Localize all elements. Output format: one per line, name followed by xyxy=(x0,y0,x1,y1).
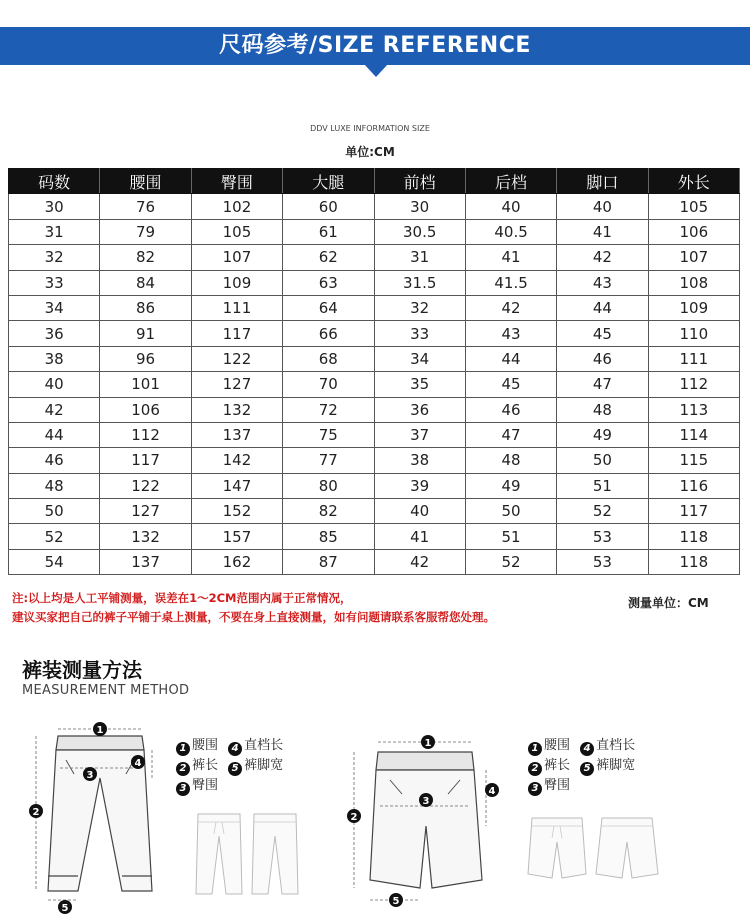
table-cell: 42 xyxy=(557,245,648,270)
table-row xyxy=(9,448,740,473)
table-cell: 47 xyxy=(465,422,556,447)
table-cell: 44 xyxy=(465,346,556,371)
table-cell: 117 xyxy=(191,321,282,346)
table-cell: 111 xyxy=(648,346,739,371)
badge-5: 5 xyxy=(580,762,594,776)
table-cell: 34 xyxy=(374,346,465,371)
table-cell: 46 xyxy=(557,346,648,371)
badge-1: 1 xyxy=(176,742,190,756)
table-cell: 45 xyxy=(465,372,556,397)
table-cell: 116 xyxy=(648,473,739,498)
table-cell: 39 xyxy=(374,473,465,498)
table-cell: 51 xyxy=(557,473,648,498)
note-line-2: 建议买家把自己的裤子平铺于桌上测量，不要在身上直接测量，如有问题请联系客服帮您处理。 xyxy=(12,610,495,624)
table-cell: 40 xyxy=(557,194,648,219)
banner-notch xyxy=(364,64,388,77)
table-cell: 45 xyxy=(557,321,648,346)
table-cell: 63 xyxy=(283,270,374,295)
marker-5-icon xyxy=(389,893,403,907)
table-cell: 30.5 xyxy=(374,219,465,244)
table-cell: 32 xyxy=(374,295,465,320)
legend-shorts xyxy=(528,736,641,796)
table-cell: 91 xyxy=(100,321,191,346)
table-cell: 62 xyxy=(283,245,374,270)
legend-label: 臀围 xyxy=(192,778,219,793)
svg-text:2: 2 xyxy=(32,807,40,818)
table-cell: 49 xyxy=(465,473,556,498)
legend-trousers xyxy=(176,736,289,796)
table-cell: 122 xyxy=(100,473,191,498)
marker-3-icon xyxy=(83,767,97,781)
table-cell: 40 xyxy=(374,499,465,524)
page-title: 尺码参考/SIZE REFERENCE xyxy=(219,33,531,58)
table-row xyxy=(9,422,740,447)
table-cell: 118 xyxy=(648,549,739,574)
col-header: 脚口 xyxy=(557,169,648,194)
table-unit: 单位:CM xyxy=(345,145,395,159)
table-cell: 68 xyxy=(283,346,374,371)
table-cell: 40 xyxy=(9,372,100,397)
table-cell: 37 xyxy=(374,422,465,447)
table-cell: 108 xyxy=(648,270,739,295)
table-cell: 31 xyxy=(374,245,465,270)
table-cell: 117 xyxy=(100,448,191,473)
table-cell: 40.5 xyxy=(465,219,556,244)
table-cell: 30 xyxy=(374,194,465,219)
table-cell: 48 xyxy=(465,448,556,473)
shorts-thumbnails xyxy=(524,812,664,884)
table-cell: 84 xyxy=(100,270,191,295)
table-cell: 132 xyxy=(100,524,191,549)
table-cell: 105 xyxy=(648,194,739,219)
table-cell: 53 xyxy=(557,549,648,574)
table-cell: 31 xyxy=(9,219,100,244)
col-header: 码数 xyxy=(9,169,100,194)
table-cell: 102 xyxy=(191,194,282,219)
marker-1-icon xyxy=(421,735,435,749)
svg-text:1: 1 xyxy=(424,738,432,749)
table-cell: 52 xyxy=(9,524,100,549)
table-cell: 137 xyxy=(191,422,282,447)
legend-label: 裤脚宽 xyxy=(244,758,284,773)
badge-2: 2 xyxy=(176,762,190,776)
table-cell: 44 xyxy=(557,295,648,320)
badge-5: 5 xyxy=(228,762,242,776)
table-cell: 42 xyxy=(9,397,100,422)
table-cell: 113 xyxy=(648,397,739,422)
legend-label: 臀围 xyxy=(544,778,571,793)
badge-2: 2 xyxy=(528,762,542,776)
marker-4-icon xyxy=(131,755,145,769)
table-cell: 157 xyxy=(191,524,282,549)
col-header: 外长 xyxy=(648,169,739,194)
badge-1: 1 xyxy=(528,742,542,756)
table-cell: 117 xyxy=(648,499,739,524)
table-cell: 112 xyxy=(648,372,739,397)
legend-label: 裤长 xyxy=(192,758,219,773)
table-row xyxy=(9,295,740,320)
table-cell: 106 xyxy=(648,219,739,244)
table-cell: 110 xyxy=(648,321,739,346)
table-cell: 41 xyxy=(465,245,556,270)
table-row xyxy=(9,372,740,397)
col-header: 腰围 xyxy=(100,169,191,194)
badge-3: 3 xyxy=(176,782,190,796)
table-cell: 43 xyxy=(465,321,556,346)
trousers-thumbnails xyxy=(190,806,310,898)
table-cell: 109 xyxy=(191,270,282,295)
table-cell: 79 xyxy=(100,219,191,244)
badge-3: 3 xyxy=(528,782,542,796)
svg-text:5: 5 xyxy=(61,903,69,914)
table-cell: 107 xyxy=(191,245,282,270)
table-cell: 64 xyxy=(283,295,374,320)
badge-4: 4 xyxy=(580,742,594,756)
svg-text:1: 1 xyxy=(96,725,104,736)
table-cell: 152 xyxy=(191,499,282,524)
table-cell: 109 xyxy=(648,295,739,320)
table-cell: 49 xyxy=(557,422,648,447)
col-header: 臀围 xyxy=(191,169,282,194)
table-cell: 70 xyxy=(283,372,374,397)
measure-unit: 测量单位：CM xyxy=(628,596,709,610)
table-cell: 41 xyxy=(374,524,465,549)
table-cell: 142 xyxy=(191,448,282,473)
table-cell: 114 xyxy=(648,422,739,447)
table-cell: 31.5 xyxy=(374,270,465,295)
table-cell: 112 xyxy=(100,422,191,447)
table-cell: 162 xyxy=(191,549,282,574)
table-cell: 50 xyxy=(557,448,648,473)
note-line-1: 注:以上均是人工平铺测量，误差在1～2CM范围内属于正常情况， xyxy=(12,591,352,605)
marker-2-icon xyxy=(29,804,43,818)
table-cell: 132 xyxy=(191,397,282,422)
size-table-body xyxy=(9,194,740,575)
table-cell: 115 xyxy=(648,448,739,473)
table-cell: 46 xyxy=(9,448,100,473)
table-cell: 41.5 xyxy=(465,270,556,295)
table-cell: 33 xyxy=(374,321,465,346)
table-subtitle: DDV LUXE INFORMATION SIZE xyxy=(310,124,430,133)
table-cell: 48 xyxy=(557,397,648,422)
svg-text:4: 4 xyxy=(134,758,142,769)
svg-text:4: 4 xyxy=(488,786,496,797)
table-cell: 96 xyxy=(100,346,191,371)
table-cell: 53 xyxy=(557,524,648,549)
legend-label: 腰围 xyxy=(544,738,571,753)
table-cell: 54 xyxy=(9,549,100,574)
table-cell: 107 xyxy=(648,245,739,270)
table-cell: 75 xyxy=(283,422,374,447)
table-cell: 40 xyxy=(465,194,556,219)
table-cell: 122 xyxy=(191,346,282,371)
table-row xyxy=(9,346,740,371)
table-cell: 118 xyxy=(648,524,739,549)
table-cell: 52 xyxy=(557,499,648,524)
table-row xyxy=(9,473,740,498)
table-cell: 42 xyxy=(465,295,556,320)
table-cell: 50 xyxy=(9,499,100,524)
svg-text:3: 3 xyxy=(86,770,94,781)
table-cell: 42 xyxy=(374,549,465,574)
table-cell: 46 xyxy=(465,397,556,422)
legend-label: 裤脚宽 xyxy=(596,758,636,773)
col-header: 后档 xyxy=(465,169,556,194)
table-row xyxy=(9,219,740,244)
table-cell: 127 xyxy=(100,499,191,524)
table-row xyxy=(9,321,740,346)
size-table xyxy=(8,168,740,575)
table-cell: 33 xyxy=(9,270,100,295)
table-cell: 36 xyxy=(374,397,465,422)
table-cell: 51 xyxy=(465,524,556,549)
marker-4-icon xyxy=(485,783,499,797)
table-cell: 76 xyxy=(100,194,191,219)
legend-label: 直档长 xyxy=(244,738,284,753)
table-row xyxy=(9,524,740,549)
table-cell: 87 xyxy=(283,549,374,574)
col-header: 前档 xyxy=(374,169,465,194)
table-row xyxy=(9,397,740,422)
table-cell: 106 xyxy=(100,397,191,422)
table-cell: 111 xyxy=(191,295,282,320)
table-cell: 101 xyxy=(100,372,191,397)
legend-label: 腰围 xyxy=(192,738,219,753)
table-cell: 147 xyxy=(191,473,282,498)
table-cell: 60 xyxy=(283,194,374,219)
table-cell: 32 xyxy=(9,245,100,270)
col-header: 大腿 xyxy=(283,169,374,194)
legend-label: 裤长 xyxy=(544,758,571,773)
table-row xyxy=(9,194,740,219)
svg-text:5: 5 xyxy=(392,896,400,907)
trousers-diagram xyxy=(20,716,170,916)
table-cell: 36 xyxy=(9,321,100,346)
table-cell: 43 xyxy=(557,270,648,295)
table-cell: 41 xyxy=(557,219,648,244)
marker-1-icon xyxy=(93,722,107,736)
method-title: 裤装测量方法 xyxy=(22,658,142,682)
table-row xyxy=(9,245,740,270)
table-cell: 44 xyxy=(9,422,100,447)
table-row xyxy=(9,549,740,574)
table-cell: 35 xyxy=(374,372,465,397)
table-cell: 34 xyxy=(9,295,100,320)
method-subtitle: MEASUREMENT METHOD xyxy=(22,683,190,698)
table-cell: 38 xyxy=(9,346,100,371)
table-cell: 66 xyxy=(283,321,374,346)
table-cell: 137 xyxy=(100,549,191,574)
table-cell: 86 xyxy=(100,295,191,320)
table-row xyxy=(9,499,740,524)
svg-text:3: 3 xyxy=(422,796,430,807)
svg-text:2: 2 xyxy=(350,812,358,823)
table-cell: 47 xyxy=(557,372,648,397)
table-cell: 52 xyxy=(465,549,556,574)
marker-3-icon xyxy=(419,793,433,807)
table-cell: 77 xyxy=(283,448,374,473)
legend-label: 直档长 xyxy=(596,738,636,753)
table-cell: 80 xyxy=(283,473,374,498)
marker-5-icon xyxy=(58,900,72,914)
table-header-row xyxy=(9,169,740,194)
shorts-diagram xyxy=(344,730,504,910)
table-cell: 38 xyxy=(374,448,465,473)
badge-4: 4 xyxy=(228,742,242,756)
table-cell: 85 xyxy=(283,524,374,549)
table-cell: 61 xyxy=(283,219,374,244)
marker-2-icon xyxy=(347,809,361,823)
table-cell: 30 xyxy=(9,194,100,219)
table-cell: 48 xyxy=(9,473,100,498)
table-cell: 105 xyxy=(191,219,282,244)
table-cell: 127 xyxy=(191,372,282,397)
table-cell: 72 xyxy=(283,397,374,422)
table-cell: 82 xyxy=(100,245,191,270)
table-row xyxy=(9,270,740,295)
table-cell: 82 xyxy=(283,499,374,524)
table-cell: 50 xyxy=(465,499,556,524)
